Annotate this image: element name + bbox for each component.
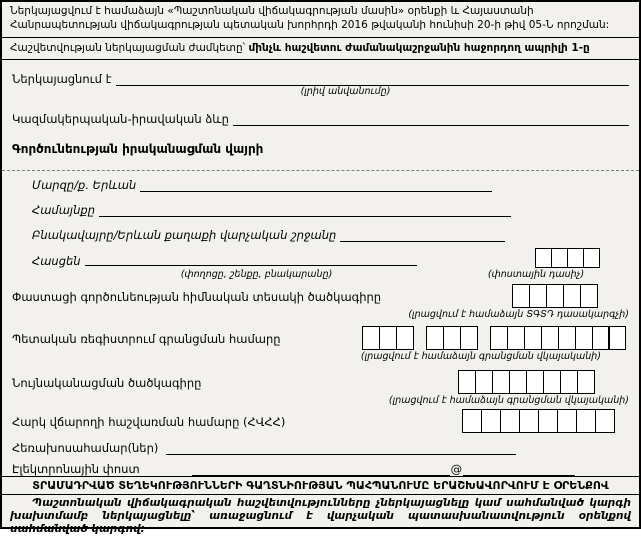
code-box-cell[interactable] <box>362 326 380 350</box>
code-box-cell[interactable] <box>475 370 493 394</box>
code-box-cell[interactable] <box>526 370 544 394</box>
code-box-cell[interactable] <box>546 284 564 308</box>
address-input-line[interactable] <box>85 253 417 266</box>
code-box-cell[interactable] <box>551 248 568 268</box>
law-reference-note: Ներկայացվում է համաձայն «Պաշտոնական վիճակագրության մասին» օրենքի և Հայաստանի Հանրապետության վիճակագրության պետական խորհրդի 2016 թվականի հունիսի 20-ի թիվ 05-Ն որոշման: <box>2 2 639 38</box>
region-row <box>12 178 629 192</box>
code-box-cell[interactable] <box>538 409 558 433</box>
code-box-cell[interactable] <box>563 284 581 308</box>
code-box-cell[interactable] <box>512 284 530 308</box>
code-box-cell[interactable] <box>608 326 626 350</box>
code-box-cell[interactable] <box>509 370 527 394</box>
full-name-hint: (լրիվ անվանումը) <box>300 85 391 97</box>
presented-by-label: Ներկայացնում է <box>12 71 112 86</box>
code-box-cell[interactable] <box>481 409 501 433</box>
email-domain-input-line[interactable] <box>463 463 575 476</box>
settlement-row <box>12 228 629 242</box>
code-box-cell[interactable] <box>583 248 600 268</box>
presented-by-input-line[interactable] <box>116 73 630 86</box>
form-body <box>2 60 639 476</box>
code-box-cell[interactable] <box>426 326 444 350</box>
tin-row <box>12 409 629 433</box>
registry-number-row <box>12 326 629 350</box>
code-box-cell[interactable] <box>543 370 561 394</box>
legal-form-row <box>12 112 629 126</box>
identification-code-hint: (լրացվում է համաձայն գրանցման վկայականի) <box>388 394 629 406</box>
region-input-line[interactable] <box>140 179 492 192</box>
identification-code-label: Նույնականացման ծածկագիրը <box>12 375 202 390</box>
code-box-cell[interactable] <box>500 409 520 433</box>
code-box-group <box>362 326 414 350</box>
activity-location-heading: Գործունեության իրականացման վայրի <box>12 141 264 156</box>
code-box-cell[interactable] <box>580 284 598 308</box>
code-box-cell[interactable] <box>577 370 595 394</box>
phone-row <box>12 441 629 455</box>
activity-code-row <box>12 284 629 308</box>
code-box-cell[interactable] <box>576 409 596 433</box>
activity-code-boxes <box>512 284 598 308</box>
registry-number-boxes <box>362 326 626 350</box>
code-box-cell[interactable] <box>595 409 615 433</box>
code-box-group <box>490 326 626 350</box>
registry-number-label: Պետական ռեգիստրում գրանցման համարը <box>12 331 281 346</box>
community-input-line[interactable] <box>99 204 511 217</box>
code-box-cell[interactable] <box>575 326 593 350</box>
address-hint: (փողոցը, շենքը, բնակարանը) <box>180 268 333 280</box>
code-box-cell[interactable] <box>458 370 476 394</box>
email-row <box>12 462 629 476</box>
presented-by-row <box>12 72 629 86</box>
community-row <box>12 203 629 217</box>
code-box-cell[interactable] <box>396 326 414 350</box>
address-hints-row <box>12 269 629 281</box>
code-box-cell[interactable] <box>519 409 539 433</box>
code-box-group <box>426 326 478 350</box>
code-box-cell[interactable] <box>443 326 461 350</box>
code-box-cell[interactable] <box>460 326 478 350</box>
address-row <box>12 248 629 268</box>
postal-code-hint: (փոստային դասիչ) <box>487 268 585 280</box>
email-label: Էլեկտրոնային փոստ <box>12 461 140 476</box>
address-label: Հասցեն <box>32 253 81 268</box>
code-box-cell[interactable] <box>535 248 552 268</box>
identification-code-row <box>12 370 629 394</box>
postal-code-boxes <box>535 248 600 268</box>
code-box-cell[interactable] <box>524 326 542 350</box>
code-box-cell[interactable] <box>557 409 577 433</box>
tin-label: Հարկ վճարողի հաշվառման համարը (ՀՎՀՀ) <box>12 414 286 429</box>
code-box-cell[interactable] <box>507 326 525 350</box>
section-dashed-divider <box>2 170 639 171</box>
activity-code-label: Փաստացի գործունեության հիմնական տեսակի ծածկագիրը <box>12 289 382 304</box>
email-at-symbol: @ <box>450 461 463 476</box>
code-box-cell[interactable] <box>558 326 576 350</box>
legal-form-input-line[interactable] <box>233 113 629 126</box>
code-box-cell[interactable] <box>492 370 510 394</box>
identification-code-boxes <box>458 370 595 394</box>
phone-label: Հեռախոսահամար(ներ) <box>12 440 159 455</box>
confidentiality-notice: ՏՐԱՄԱԴՐՎԱԾ ՏԵՂԵԿՈՒԹՅՈՒՆՆԵՐԻ ԳԱՂՏՆԻՈՒԹՅԱՆ ՊԱՀՊԱՆՈՒՄԸ ԵՐԱՇԽԱՎՈՐՎՈՒՄ Է ՕՐԵՆՔՈՎ <box>2 476 639 494</box>
region-label: Մարզը/ք. Երևան <box>32 177 137 192</box>
code-box-cell[interactable] <box>560 370 578 394</box>
community-label: Համայնքը <box>32 202 96 217</box>
code-box-cell[interactable] <box>490 326 508 350</box>
code-box-cell[interactable] <box>462 409 482 433</box>
deadline-note <box>2 38 639 60</box>
liability-notice: Պաշտոնական վիճակագրական հաշվետվությունները չներկայացնելը կամ սահմանված կարգի խախտմամբ ներկայացնելը՝ առաջացնում է վարչական պատասխանատվություն օրենքով սահմանված կարգով: <box>2 494 639 540</box>
phone-input-line[interactable] <box>166 442 516 455</box>
tin-boxes <box>462 409 615 433</box>
legal-form-label: Կազմակերպական-իրավական ձևը <box>12 111 229 126</box>
registry-number-hint: (լրացվում է համաձայն գրանցման վկայականի) <box>360 350 601 362</box>
deadline-value: մինչև հաշվետու ժամանակաշրջանին հաջորդող ապրիլի 1-ը <box>248 41 590 54</box>
settlement-label: Բնակավայրը/Երևան քաղաքի վարչական շրջանը <box>32 227 337 242</box>
settlement-input-line[interactable] <box>340 229 505 242</box>
code-box-cell[interactable] <box>379 326 397 350</box>
code-box-cell[interactable] <box>529 284 547 308</box>
email-local-input-line[interactable] <box>192 463 450 476</box>
code-box-cell[interactable] <box>567 248 584 268</box>
deadline-prefix: Հաշվետվության ներկայացման ժամկետը՝ <box>10 41 249 54</box>
code-box-cell[interactable] <box>541 326 559 350</box>
activity-code-hint: (լրացվում է համաձայն ՏԳՏԴ դասակարգչի) <box>408 308 629 320</box>
